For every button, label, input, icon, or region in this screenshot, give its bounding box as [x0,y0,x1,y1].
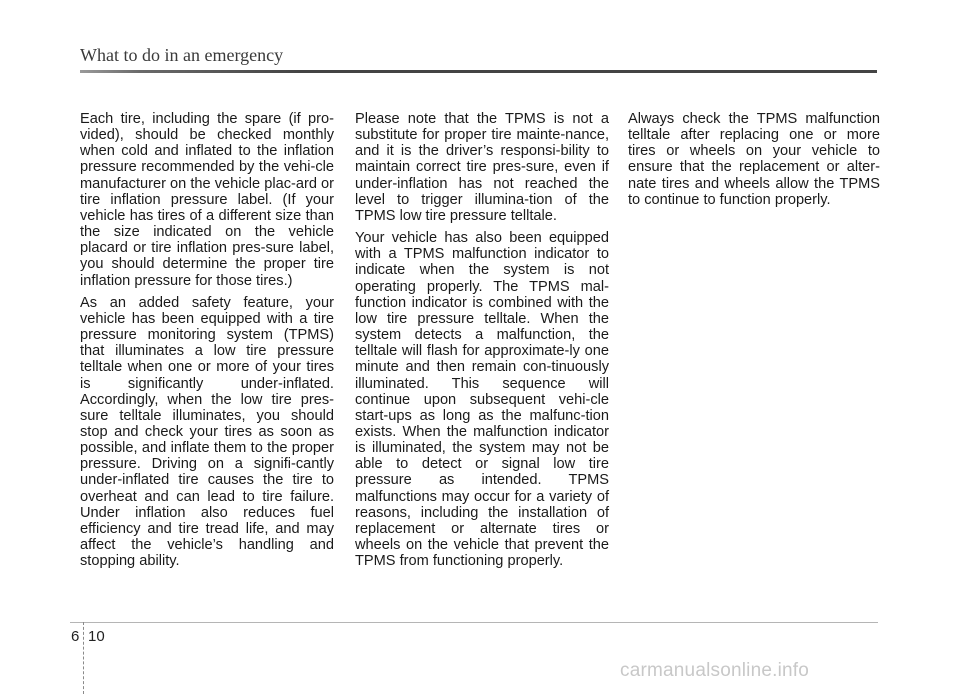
text-column-1 [80,111,334,575]
text-column-3 [628,111,880,214]
paragraph: As an added safety feature, your vehicle has been equipped with a tire pressure monitoring system (TPMS) that illuminates a low tire pressure telltale when one or more of your tires is significantly under-inflated. Accordingly, when the low tire pres-sure telltale illuminates, you should stop and check your tires as soon as possible, and inflate them to the proper pressure. Driving on a signifi-cantly under-inflated tire causes the tire to overheat and can lead to tire failure. Under inflation also reduces fuel efficiency and tire tread life, and may affect the vehicle’s handling and stopping ability. [80,294,334,570]
paragraph: Always check the TPMS malfunction telltale after replacing one or more tires or wheels on your vehicle to ensure that the replacement or alter-nate tires and wheels allow the TPMS to continue to function properly. [628,111,880,208]
paragraph: Each tire, including the spare (if pro-vided), should be checked monthly when cold and inflated to the inflation pressure recommended by the vehi-cle manufacturer on the vehicle plac-ard or tire inflation pressure label. (If your vehicle has tires of a different size than the size indicated on the vehicle placard or tire inflation pres-sure label, you should determine the proper tire inflation pressure for those tires.) [80,111,334,289]
page-number: 10 [88,628,105,645]
footer-divider [70,622,878,623]
footer-separator [83,622,84,694]
header-divider [80,70,877,73]
paragraph: Please note that the TPMS is not a substitute for proper tire mainte-nance, and it is the driver’s responsi-bility to maintain correct tire pres-sure, even if under-inflation has not reached the level to trigger illumina-tion of the TPMS low tire pressure telltale. [355,111,609,224]
text-column-2 [355,111,609,575]
chapter-number: 6 [71,628,80,645]
watermark: carmanualsonline.info [620,660,810,681]
section-title: What to do in an emergency [80,45,284,65]
paragraph: Your vehicle has also been equipped with a TPMS malfunction indicator to indicate when the system is not operating properly. The TPMS mal-function indicator is combined with the low tire pressure telltale. When the system detects a malfunction, the telltale will flash for approximate-ly one minute and then remain con-tinuously illuminated. This sequence will continue upon subsequent vehi-cle start-ups as long as the malfunc-tion exists. When the malfunction indicator is illuminated, the system may not be able to detect or signal low tire pressure as intended. TPMS malfunctions may occur for a variety of reasons, including the installation of replacement or alternate tires or wheels on the vehicle that prevent the TPMS from functioning properly. [355,230,609,570]
